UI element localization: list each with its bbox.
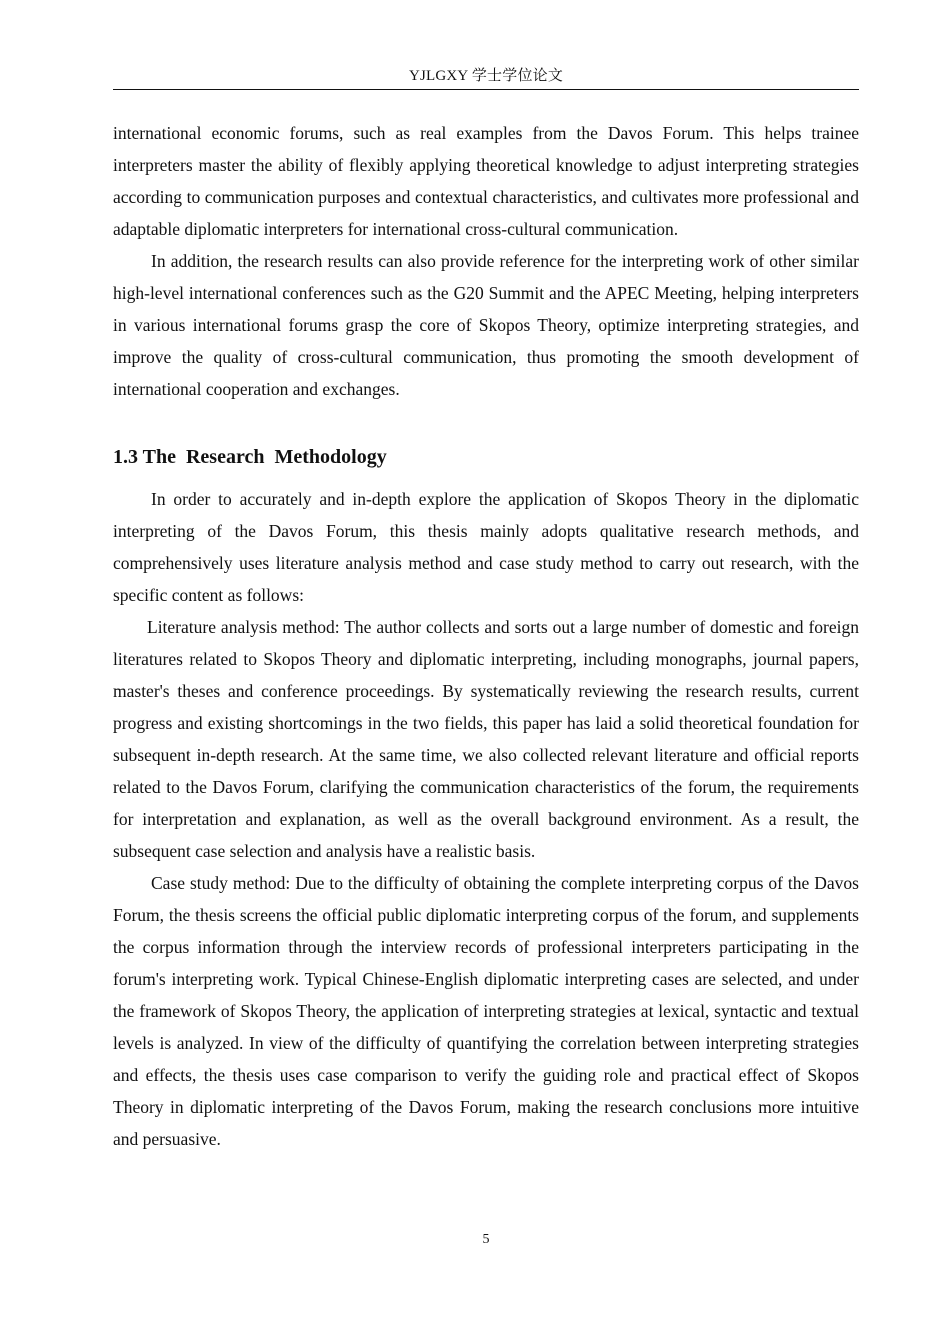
paragraph: Case study method: Due to the difficulty of obtaining the complete interpreting corpus of the Davos Forum, the thesis screens the official public diplomatic interpreting corpus of the forum, and supplements the corpus information through the interview records of professional interpreters participating in the forum's interpreting work. Typical Chinese-English diplomatic interpreting cases are selected, and under the framework of Skopos Theory, the application of interpreting strategies at lexical, syntactic and textual levels is analyzed. In view of the difficulty of quantifying the correlation between interpreting strategies and effects, the thesis uses case comparison to verify the guiding role and practical effect of Skopos Theory in diplomatic interpreting of the Davos Forum, making the research conclusions more intuitive and persuasive. [113, 873, 859, 1149]
header-rule [113, 89, 859, 90]
running-header: YJLGXY 学士学位论文 [408, 68, 564, 84]
page-number: 5 [482, 1232, 490, 1247]
paragraph: In addition, the research results can also provide reference for the interpreting work of other similar high-level international conferences such as the G20 Summit and the APEC Meeting, helping interpreters in various international forums grasp the core of Skopos Theory, optimize interpreting strategies, and improve the quality of cross-cultural communication, thus promoting the smooth development of international cooperation and exchanges. [113, 251, 859, 399]
paragraph: In order to accurately and in-depth explore the application of Skopos Theory in the diplomatic interpreting of the Davos Forum, this thesis mainly adopts qualitative research methods, and comprehensively uses literature analysis method and case study method to carry out research, with the specific content as follows: [113, 489, 859, 605]
section-heading: 1.3 The Research Methodology [113, 446, 387, 468]
page-body [113, 117, 859, 1155]
paragraph: Literature analysis method: The author collects and sorts out a large number of domestic and foreign literatures related to Skopos Theory and diplomatic interpreting, including monographs, journal papers, master's theses and conference proceedings. By systematically reviewing the research results, current progress and existing shortcomings in the two fields, this paper has laid a solid theoretical foundation for subsequent in-depth research. At the same time, we also collected relevant literature and official reports related to the Davos Forum, clarifying the communication characteristics of the forum, the requirements for interpretation and explanation, as well as the overall background environment. As a result, the subsequent case selection and analysis have a realistic basis. [113, 617, 859, 861]
continued-paragraph: international economic forums, such as real examples from the Davos Forum. This helps trainee interpreters master the ability of flexibly applying theoretical knowledge to adjust interpreting strategies according to communication purposes and contextual characteristics, and cultivates more professional and adaptable diplomatic interpreters for international cross-cultural communication. [113, 123, 859, 239]
